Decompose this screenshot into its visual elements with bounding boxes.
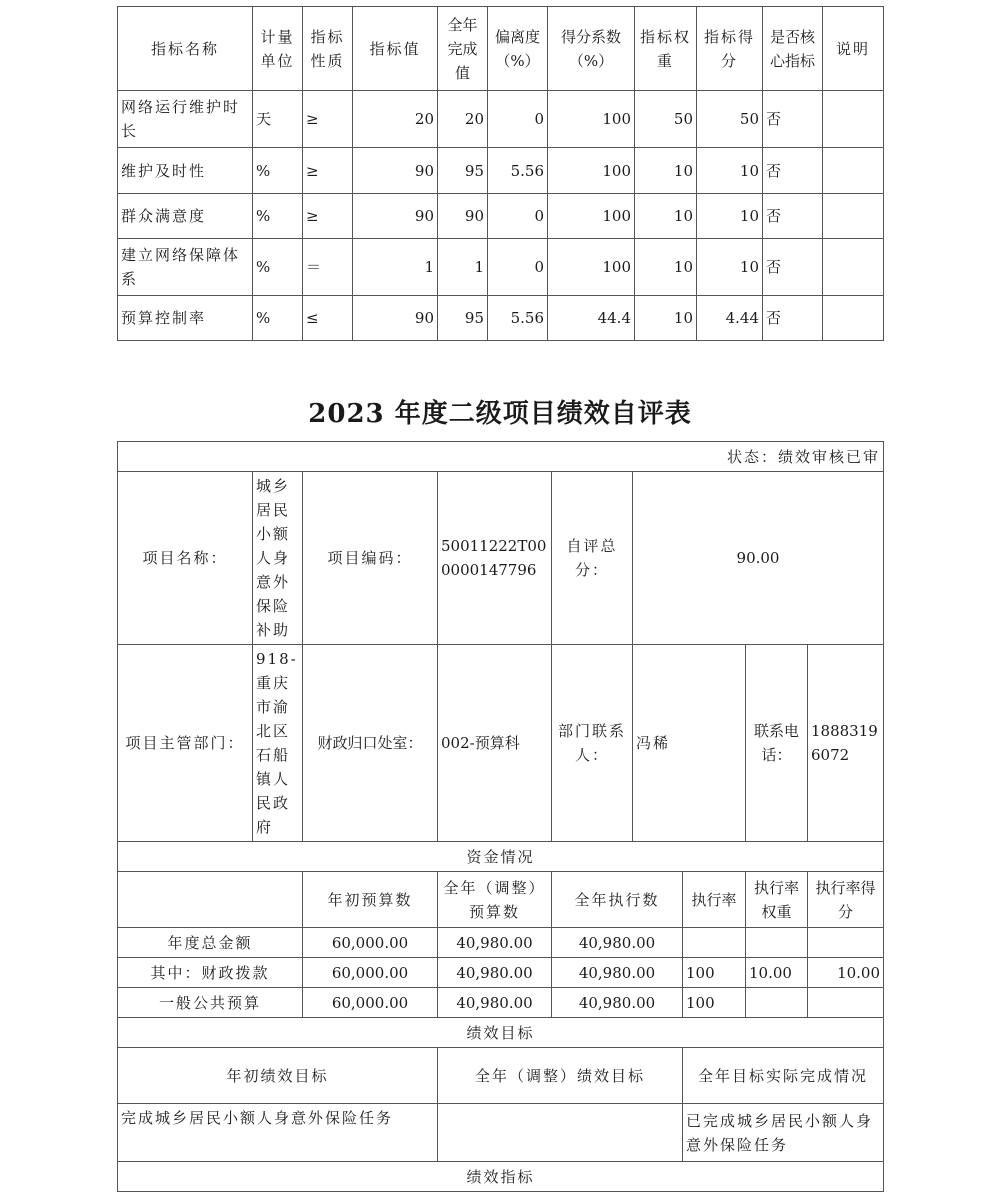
goals-section-title: 绩效目标 xyxy=(118,1018,884,1048)
indicator-nature: ≤ xyxy=(303,296,353,341)
indicator-value: 90 xyxy=(353,148,438,194)
indicator-weight: 50 xyxy=(635,91,697,148)
self-score-label: 自评总分： xyxy=(552,472,633,645)
funds-initial: 60,000.00 xyxy=(303,958,438,988)
funds-header-executed: 全年执行数 xyxy=(552,872,683,928)
indicator-score: 10 xyxy=(697,194,763,239)
funds-row-label: 年度总金额 xyxy=(118,928,303,958)
funds-section-title: 资金情况 xyxy=(118,842,884,872)
goal-initial: 完成城乡居民小额人身意外保险任务 xyxy=(118,1104,438,1162)
funds-executed: 40,980.00 xyxy=(552,958,683,988)
header-core-indicator: 是否核心指标 xyxy=(763,7,823,91)
indicator-remark xyxy=(823,296,884,341)
goals-header-initial: 年初绩效目标 xyxy=(118,1048,438,1104)
goals-header-actual: 全年目标实际完成情况 xyxy=(683,1048,884,1104)
indicator-coefficient: 100 xyxy=(548,194,635,239)
indicator-core: 否 xyxy=(763,239,823,296)
page-title: 2023 年度二级项目绩效自评表 xyxy=(308,399,692,429)
indicator-weight: 10 xyxy=(635,148,697,194)
funds-row-label: 一般公共预算 xyxy=(118,988,303,1018)
header-remarks: 说明 xyxy=(823,7,884,91)
dept-name: 918-重庆市渝北区石船镇人民政府 xyxy=(253,645,303,842)
funds-rate: 100 xyxy=(683,988,746,1018)
funds-header-blank xyxy=(118,872,303,928)
indicator-table xyxy=(117,6,884,341)
funds-adjusted: 40,980.00 xyxy=(438,988,552,1018)
table-row xyxy=(118,194,884,239)
indicator-core: 否 xyxy=(763,296,823,341)
indicator-name: 建立网络保障体系 xyxy=(118,239,253,296)
contact-name: 冯稀 xyxy=(633,645,746,842)
funds-rate: 100 xyxy=(683,958,746,988)
header-score: 指标得分 xyxy=(697,7,763,91)
indicator-score: 50 xyxy=(697,91,763,148)
indicator-deviation: 0 xyxy=(488,91,548,148)
funds-rate-weight: 10.00 xyxy=(746,958,808,988)
funds-header-initial: 年初预算数 xyxy=(303,872,438,928)
indicator-weight: 10 xyxy=(635,239,697,296)
indicator-value: 90 xyxy=(353,296,438,341)
indicator-deviation: 0 xyxy=(488,239,548,296)
goals-header-adjusted: 全年（调整）绩效目标 xyxy=(438,1048,683,1104)
funds-rate-weight xyxy=(746,928,808,958)
indicator-coefficient: 100 xyxy=(548,91,635,148)
indicator-actual: 95 xyxy=(438,296,488,341)
indicator-name: 群众满意度 xyxy=(118,194,253,239)
indicator-actual: 90 xyxy=(438,194,488,239)
funds-row-label: 其中：财政拨款 xyxy=(118,958,303,988)
table-row xyxy=(118,148,884,194)
indicator-unit: % xyxy=(253,148,303,194)
funds-header-rate-score: 执行率得分 xyxy=(808,872,884,928)
indicator-name: 维护及时性 xyxy=(118,148,253,194)
indicator-core: 否 xyxy=(763,194,823,239)
header-nature: 指标性质 xyxy=(303,7,353,91)
indicator-remark xyxy=(823,91,884,148)
phone-number: 18883196072 xyxy=(808,645,884,842)
funds-rate-weight xyxy=(746,988,808,1018)
funds-adjusted: 40,980.00 xyxy=(438,928,552,958)
indicator-deviation: 5.56 xyxy=(488,296,548,341)
table-row xyxy=(118,928,884,958)
contact-label: 部门联系人： xyxy=(552,645,633,842)
self-score: 90.00 xyxy=(633,472,884,645)
project-name: 城乡居民小额人身意外保险补助 xyxy=(253,472,303,645)
funds-adjusted: 40,980.00 xyxy=(438,958,552,988)
indicator-remark xyxy=(823,148,884,194)
funds-initial: 60,000.00 xyxy=(303,928,438,958)
indicator-value: 20 xyxy=(353,91,438,148)
indicator-actual: 1 xyxy=(438,239,488,296)
status-text: 状态：绩效审核已审 xyxy=(118,442,884,472)
indicator-remark xyxy=(823,239,884,296)
table-row xyxy=(118,296,884,341)
indicator-score: 10 xyxy=(697,148,763,194)
table-row xyxy=(118,958,884,988)
header-indicator-value: 指标值 xyxy=(353,7,438,91)
header-actual-value: 全年完成值 xyxy=(438,7,488,91)
indicator-actual: 20 xyxy=(438,91,488,148)
indicator-deviation: 5.56 xyxy=(488,148,548,194)
indicator-core: 否 xyxy=(763,148,823,194)
funds-executed: 40,980.00 xyxy=(552,988,683,1018)
indicator-score: 10 xyxy=(697,239,763,296)
header-weight: 指标权重 xyxy=(635,7,697,91)
goal-actual: 已完成城乡居民小额人身意外保险任务 xyxy=(683,1104,884,1162)
project-code: 50011222T000000147796 xyxy=(438,472,552,645)
indicator-nature: ≥ xyxy=(303,148,353,194)
goal-adjusted xyxy=(438,1104,683,1162)
finance-office: 002-预算科 xyxy=(438,645,552,842)
funds-rate-score: 10.00 xyxy=(808,958,884,988)
indicator-weight: 10 xyxy=(635,296,697,341)
indicator-value: 1 xyxy=(353,239,438,296)
indicator-nature: ≥ xyxy=(303,91,353,148)
indicator-remark xyxy=(823,194,884,239)
funds-rate-score xyxy=(808,988,884,1018)
indicator-coefficient: 44.4 xyxy=(548,296,635,341)
indicator-score: 4.44 xyxy=(697,296,763,341)
indicator-coefficient: 100 xyxy=(548,239,635,296)
funds-executed: 40,980.00 xyxy=(552,928,683,958)
indicators-section-title: 绩效指标 xyxy=(118,1162,884,1192)
header-score-coefficient: 得分系数（%） xyxy=(548,7,635,91)
header-indicator-name: 指标名称 xyxy=(118,7,253,91)
indicator-coefficient: 100 xyxy=(548,148,635,194)
indicator-unit: % xyxy=(253,194,303,239)
self-evaluation-table xyxy=(117,441,884,1192)
indicator-deviation: 0 xyxy=(488,194,548,239)
indicator-weight: 10 xyxy=(635,194,697,239)
indicator-value: 90 xyxy=(353,194,438,239)
indicator-name: 预算控制率 xyxy=(118,296,253,341)
project-name-label: 项目名称： xyxy=(118,472,253,645)
indicator-nature: ≥ xyxy=(303,194,353,239)
indicator-unit: 天 xyxy=(253,91,303,148)
phone-label: 联系电话： xyxy=(746,645,808,842)
funds-header-adjusted: 全年（调整）预算数 xyxy=(438,872,552,928)
funds-header-rate-weight: 执行率权重 xyxy=(746,872,808,928)
header-unit: 计量单位 xyxy=(253,7,303,91)
table-row xyxy=(118,239,884,296)
funds-rate-score xyxy=(808,928,884,958)
funds-header-rate: 执行率 xyxy=(683,872,746,928)
indicator-header-row xyxy=(118,7,884,91)
indicator-unit: % xyxy=(253,239,303,296)
indicator-core: 否 xyxy=(763,91,823,148)
dept-label: 项目主管部门： xyxy=(118,645,253,842)
indicator-nature: ＝ xyxy=(303,239,353,296)
finance-office-label: 财政归口处室： xyxy=(303,645,438,842)
table-row xyxy=(118,988,884,1018)
funds-rate xyxy=(683,928,746,958)
table-row xyxy=(118,91,884,148)
funds-initial: 60,000.00 xyxy=(303,988,438,1018)
project-code-label: 项目编码： xyxy=(303,472,438,645)
indicator-unit: % xyxy=(253,296,303,341)
indicator-name: 网络运行维护时长 xyxy=(118,91,253,148)
header-deviation: 偏离度（%） xyxy=(488,7,548,91)
indicator-actual: 95 xyxy=(438,148,488,194)
